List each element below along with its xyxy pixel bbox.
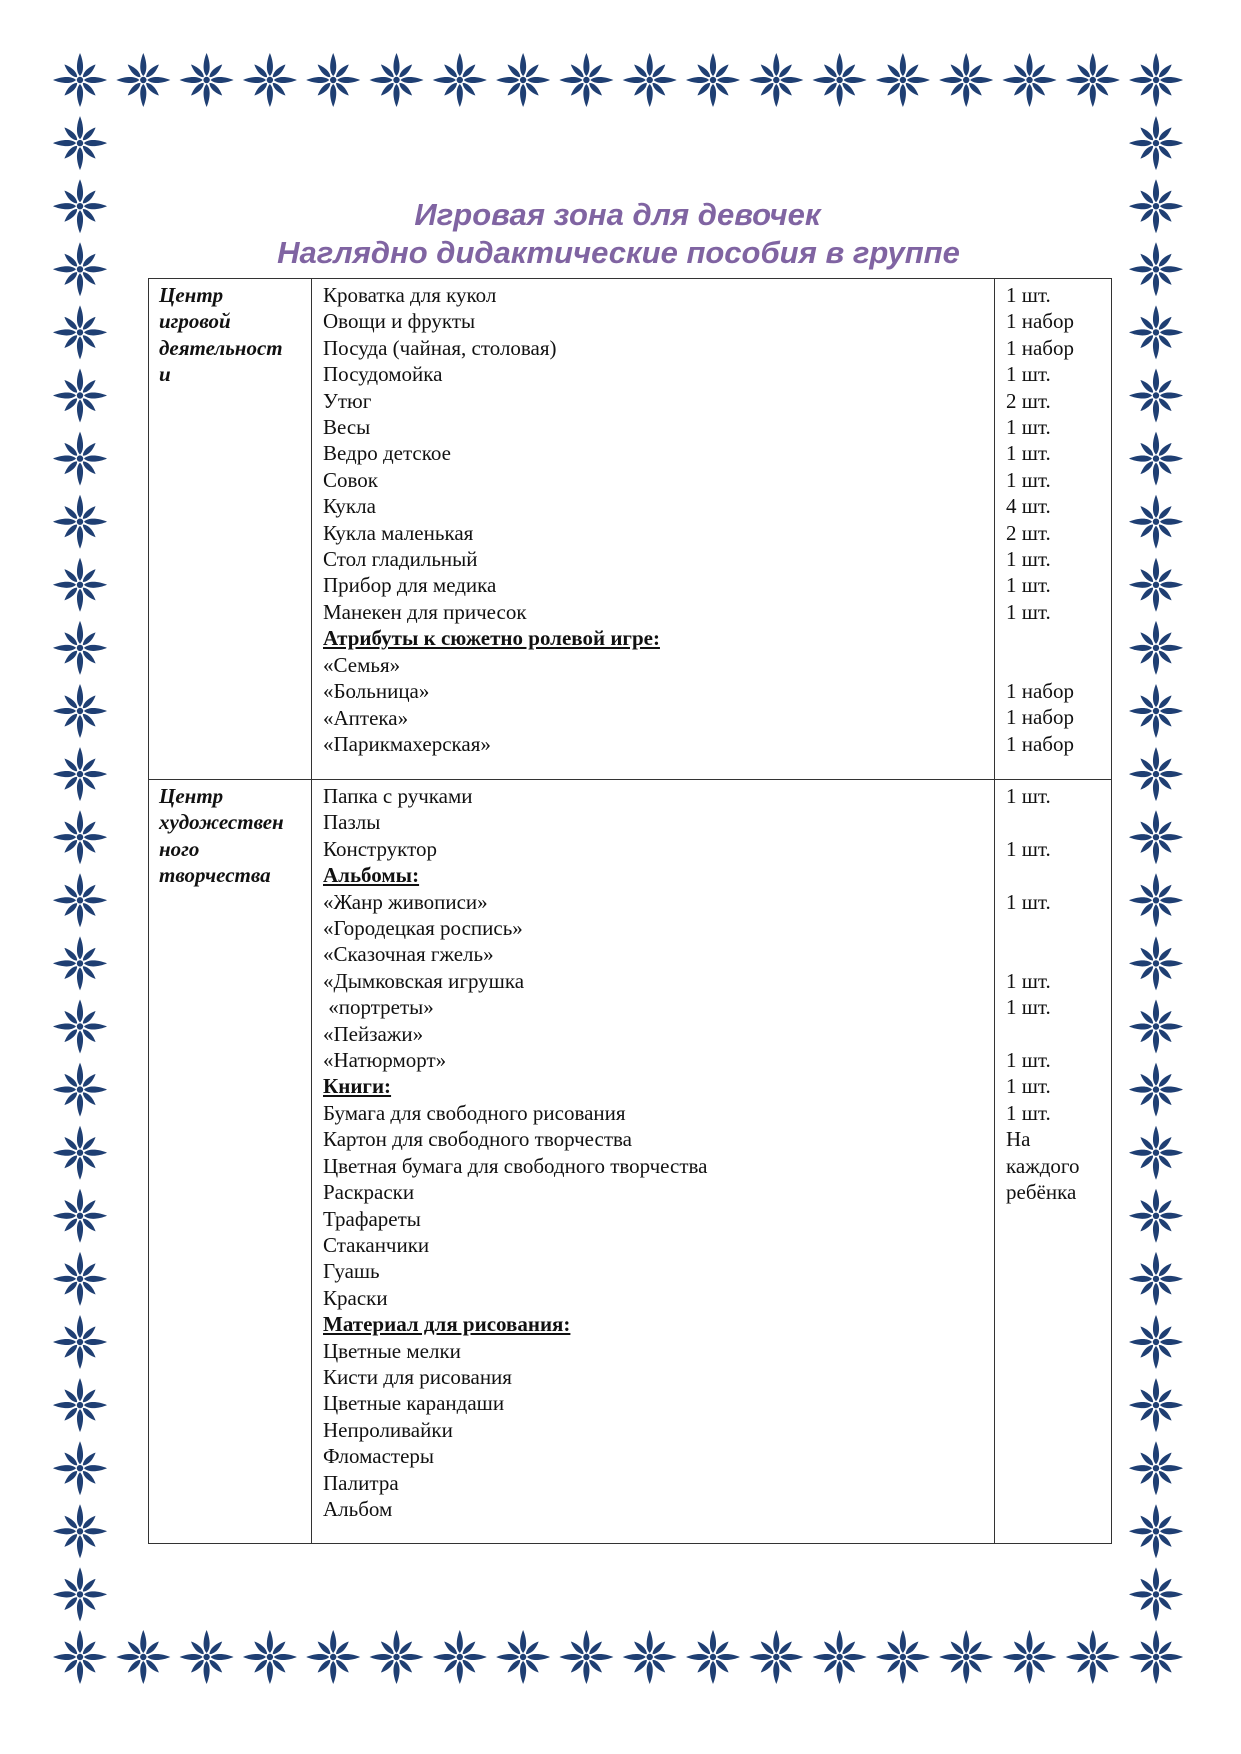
center-name-cell bbox=[149, 780, 312, 1544]
snowflake-flower-icon bbox=[1129, 873, 1183, 927]
item-quantity: На bbox=[1006, 1127, 1031, 1152]
snowflake-flower-icon bbox=[53, 495, 107, 549]
snowflake-flower-icon bbox=[1129, 1000, 1183, 1054]
snowflake-flower-icon bbox=[243, 1630, 297, 1684]
item-name: Палитра bbox=[323, 1470, 399, 1495]
snowflake-flower-icon bbox=[813, 53, 867, 107]
item-quantity bbox=[1006, 809, 1107, 835]
quantity-cell bbox=[995, 780, 1112, 1544]
item-quantity bbox=[1006, 1021, 1107, 1047]
item-name: Трафареты bbox=[323, 1206, 421, 1231]
item-name: Гуашь bbox=[323, 1259, 380, 1284]
page-subtitle: Наглядно дидактические пособия в группе bbox=[277, 235, 960, 270]
item-name: Цветные мелки bbox=[323, 1338, 461, 1363]
snowflake-flower-icon bbox=[1129, 621, 1183, 675]
center-name-cell bbox=[149, 279, 312, 780]
item-name: Утюг bbox=[323, 388, 372, 413]
item-quantity: 2 шт. bbox=[1006, 388, 1051, 413]
snowflake-flower-icon bbox=[1129, 1126, 1183, 1180]
item-quantity: 1 набор bbox=[1006, 309, 1074, 334]
snowflake-flower-icon bbox=[1129, 1252, 1183, 1306]
snowflake-flower-icon bbox=[686, 1630, 740, 1684]
table-row bbox=[149, 279, 1112, 780]
snowflake-flower-icon bbox=[1129, 1189, 1183, 1243]
section-heading: Книги: bbox=[323, 1074, 392, 1099]
item-quantity: 1 шт. bbox=[1006, 836, 1051, 861]
item-quantity bbox=[1006, 1205, 1107, 1231]
snowflake-flower-icon bbox=[496, 1630, 550, 1684]
snowflake-flower-icon bbox=[306, 53, 360, 107]
page-title: Игровая зона для девочек bbox=[414, 197, 821, 232]
snowflake-flower-icon bbox=[370, 1630, 424, 1684]
snowflake-flower-icon bbox=[53, 432, 107, 486]
center-name-line: деятельност bbox=[159, 335, 283, 360]
center-name-line: творчества bbox=[159, 863, 271, 888]
snowflake-flower-icon bbox=[53, 1315, 107, 1369]
snowflake-flower-icon bbox=[496, 53, 550, 107]
snowflake-flower-icon bbox=[53, 1378, 107, 1432]
snowflake-flower-icon bbox=[1003, 1630, 1057, 1684]
snowflake-flower-icon bbox=[180, 53, 234, 107]
snowflake-flower-icon bbox=[1129, 1063, 1183, 1117]
item-name: Альбом bbox=[323, 1496, 393, 1521]
snowflake-flower-icon bbox=[53, 116, 107, 170]
center-name-line: ного bbox=[159, 836, 200, 861]
snowflake-flower-icon bbox=[876, 1630, 930, 1684]
snowflake-flower-icon bbox=[1066, 1630, 1120, 1684]
item-quantity: 1 набор bbox=[1006, 335, 1074, 360]
item-name: Овощи и фрукты bbox=[323, 309, 476, 334]
snowflake-flower-icon bbox=[623, 1630, 677, 1684]
item-quantity: 1 шт. bbox=[1006, 415, 1051, 440]
snowflake-flower-icon bbox=[116, 53, 170, 107]
snowflake-flower-icon bbox=[53, 1189, 107, 1243]
item-quantity bbox=[1006, 652, 1107, 678]
item-name: Посудомойка bbox=[323, 362, 443, 387]
inventory-table bbox=[148, 278, 1112, 1544]
snowflake-flower-icon bbox=[370, 53, 424, 107]
snowflake-flower-icon bbox=[433, 53, 487, 107]
snowflake-flower-icon bbox=[53, 747, 107, 801]
snowflake-flower-icon bbox=[433, 1630, 487, 1684]
item-quantity: 1 шт. bbox=[1006, 599, 1051, 624]
snowflake-flower-icon bbox=[1066, 53, 1120, 107]
snowflake-flower-icon bbox=[1129, 432, 1183, 486]
item-quantity bbox=[1006, 1258, 1107, 1284]
item-name: Манекен для причесок bbox=[323, 599, 527, 624]
item-name: «Аптека» bbox=[323, 705, 409, 730]
snowflake-flower-icon bbox=[1129, 747, 1183, 801]
item-quantity bbox=[1006, 1417, 1107, 1443]
item-name: «Городецкая роспись» bbox=[323, 916, 523, 941]
table-row bbox=[149, 780, 1112, 1544]
snowflake-flower-icon bbox=[53, 1126, 107, 1180]
snowflake-flower-icon bbox=[939, 1630, 993, 1684]
snowflake-flower-icon bbox=[1129, 495, 1183, 549]
snowflake-flower-icon bbox=[1129, 369, 1183, 423]
item-name: Раскраски bbox=[323, 1180, 415, 1205]
item-quantity bbox=[1006, 1337, 1107, 1363]
snowflake-flower-icon bbox=[1129, 1441, 1183, 1495]
item-quantity: каждого bbox=[1006, 1153, 1080, 1178]
snowflake-flower-icon bbox=[1129, 1504, 1183, 1558]
item-quantity: 1 шт. bbox=[1006, 784, 1051, 808]
item-name: Ведро детское bbox=[323, 441, 451, 466]
item-name: Кисти для рисования bbox=[323, 1364, 512, 1389]
item-quantity: 1 шт. bbox=[1006, 889, 1051, 914]
item-name: «Больница» bbox=[323, 679, 430, 704]
item-name: «Семья» bbox=[323, 652, 401, 677]
item-name: Кукла bbox=[323, 494, 376, 519]
item-name: Посуда (чайная, столовая) bbox=[323, 335, 557, 360]
snowflake-flower-icon bbox=[559, 1630, 613, 1684]
item-name: Пазлы bbox=[323, 810, 381, 835]
item-name: Весы bbox=[323, 415, 371, 440]
item-name: Кукла маленькая bbox=[323, 520, 474, 545]
item-name: Непроливайки bbox=[323, 1417, 453, 1442]
item-quantity: 1 шт. bbox=[1006, 467, 1051, 492]
snowflake-flower-icon bbox=[53, 1252, 107, 1306]
snowflake-flower-icon bbox=[1129, 1378, 1183, 1432]
snowflake-flower-icon bbox=[53, 1441, 107, 1495]
item-name: «Пейзажи» bbox=[323, 1021, 424, 1046]
snowflake-flower-icon bbox=[1129, 1315, 1183, 1369]
item-name: Фломастеры bbox=[323, 1444, 435, 1469]
item-quantity: 1 набор bbox=[1006, 731, 1074, 756]
snowflake-flower-icon bbox=[559, 53, 613, 107]
item-quantity bbox=[1006, 1469, 1107, 1495]
item-name: Стол гладильный bbox=[323, 547, 478, 572]
snowflake-flower-icon bbox=[53, 621, 107, 675]
item-quantity bbox=[1006, 1390, 1107, 1416]
section-heading: Альбомы: bbox=[323, 863, 420, 888]
item-name: «Парикмахерская» bbox=[323, 731, 491, 756]
snowflake-flower-icon bbox=[180, 1630, 234, 1684]
snowflake-flower-icon bbox=[53, 810, 107, 864]
item-quantity: 4 шт. bbox=[1006, 494, 1051, 519]
snowflake-flower-icon bbox=[53, 1063, 107, 1117]
center-name-line: и bbox=[159, 362, 171, 387]
snowflake-flower-icon bbox=[1129, 558, 1183, 612]
item-quantity: 1 набор bbox=[1006, 705, 1074, 730]
item-quantity: 1 шт. bbox=[1006, 441, 1051, 466]
quantity-cell bbox=[995, 279, 1112, 780]
snowflake-flower-icon bbox=[53, 369, 107, 423]
section-heading: Атрибуты к сюжетно ролевой игре: bbox=[323, 626, 660, 651]
item-name: Стаканчики bbox=[323, 1232, 430, 1257]
center-name-line: Центр bbox=[159, 784, 224, 808]
item-quantity: 1 шт. bbox=[1006, 968, 1051, 993]
snowflake-flower-icon bbox=[876, 53, 930, 107]
item-quantity: 1 шт. bbox=[1006, 283, 1051, 307]
snowflake-flower-icon bbox=[53, 558, 107, 612]
items-cell bbox=[312, 279, 995, 780]
item-quantity bbox=[1006, 1232, 1107, 1258]
item-quantity bbox=[1006, 1364, 1107, 1390]
item-quantity: 1 шт. bbox=[1006, 1047, 1051, 1072]
item-quantity bbox=[1006, 1443, 1107, 1469]
inventory-table-body bbox=[149, 279, 1112, 1544]
snowflake-flower-icon bbox=[813, 1630, 867, 1684]
snowflake-flower-icon bbox=[53, 1000, 107, 1054]
item-name: Конструктор bbox=[323, 836, 438, 861]
item-name: Краски bbox=[323, 1285, 388, 1310]
item-name: «Дымковская игрушка bbox=[323, 968, 525, 993]
snowflake-flower-icon bbox=[53, 305, 107, 359]
item-name: «Жанр живописи» bbox=[323, 889, 488, 914]
snowflake-flower-icon bbox=[1129, 684, 1183, 738]
items-cell bbox=[312, 780, 995, 1544]
item-quantity: 1 шт. bbox=[1006, 362, 1051, 387]
item-quantity: 1 шт. bbox=[1006, 1100, 1051, 1125]
snowflake-flower-icon bbox=[623, 53, 677, 107]
snowflake-flower-icon bbox=[1129, 810, 1183, 864]
snowflake-flower-icon bbox=[53, 1504, 107, 1558]
snowflake-flower-icon bbox=[53, 936, 107, 990]
snowflake-flower-icon bbox=[1129, 1567, 1183, 1621]
item-name: «портреты» bbox=[323, 995, 434, 1020]
item-quantity: 1 шт. bbox=[1006, 547, 1051, 572]
snowflake-flower-icon bbox=[53, 684, 107, 738]
snowflake-flower-icon bbox=[116, 1630, 170, 1684]
snowflake-flower-icon bbox=[939, 53, 993, 107]
item-quantity bbox=[1006, 915, 1107, 941]
snowflake-flower-icon bbox=[243, 53, 297, 107]
snowflake-flower-icon bbox=[1129, 1630, 1183, 1684]
center-name-line: Центр bbox=[159, 283, 224, 307]
item-name: Папка с ручками bbox=[323, 784, 473, 808]
center-name-line: художествен bbox=[159, 810, 284, 835]
item-quantity bbox=[1006, 862, 1107, 888]
item-quantity bbox=[1006, 1496, 1107, 1522]
item-quantity bbox=[1006, 1285, 1107, 1311]
item-quantity: 2 шт. bbox=[1006, 520, 1051, 545]
item-quantity: 1 шт. bbox=[1006, 573, 1051, 598]
item-name: Бумага для свободного рисования bbox=[323, 1100, 626, 1125]
item-quantity: 1 шт. bbox=[1006, 1074, 1051, 1099]
snowflake-flower-icon bbox=[686, 53, 740, 107]
snowflake-flower-icon bbox=[749, 53, 803, 107]
item-quantity bbox=[1006, 941, 1107, 967]
item-quantity bbox=[1006, 1311, 1107, 1337]
item-name: Цветные карандаши bbox=[323, 1391, 505, 1416]
snowflake-flower-icon bbox=[306, 1630, 360, 1684]
snowflake-flower-icon bbox=[1003, 53, 1057, 107]
snowflake-flower-icon bbox=[53, 1567, 107, 1621]
snowflake-flower-icon bbox=[1129, 53, 1183, 107]
item-name: Картон для свободного творчества bbox=[323, 1127, 632, 1152]
item-quantity: 1 набор bbox=[1006, 679, 1074, 704]
snowflake-flower-icon bbox=[1129, 936, 1183, 990]
snowflake-flower-icon bbox=[1129, 305, 1183, 359]
center-name-line: игровой bbox=[159, 309, 231, 334]
item-name: «Натюрморт» bbox=[323, 1048, 447, 1073]
snowflake-flower-icon bbox=[53, 53, 107, 107]
item-name: Цветная бумага для свободного творчества bbox=[323, 1153, 708, 1178]
snowflake-flower-icon bbox=[1129, 116, 1183, 170]
item-name: Кроватка для кукол bbox=[323, 283, 497, 307]
item-name: Прибор для медика bbox=[323, 573, 497, 598]
section-heading: Материал для рисования: bbox=[323, 1312, 571, 1337]
item-quantity: 1 шт. bbox=[1006, 995, 1051, 1020]
snowflake-flower-icon bbox=[53, 873, 107, 927]
snowflake-flower-icon bbox=[749, 1630, 803, 1684]
item-name: Совок bbox=[323, 467, 378, 492]
item-quantity: ребёнка bbox=[1006, 1180, 1077, 1205]
snowflake-flower-icon bbox=[53, 1630, 107, 1684]
item-quantity bbox=[1006, 625, 1107, 651]
page-title-block bbox=[0, 196, 1241, 272]
item-name: «Сказочная гжель» bbox=[323, 942, 494, 967]
